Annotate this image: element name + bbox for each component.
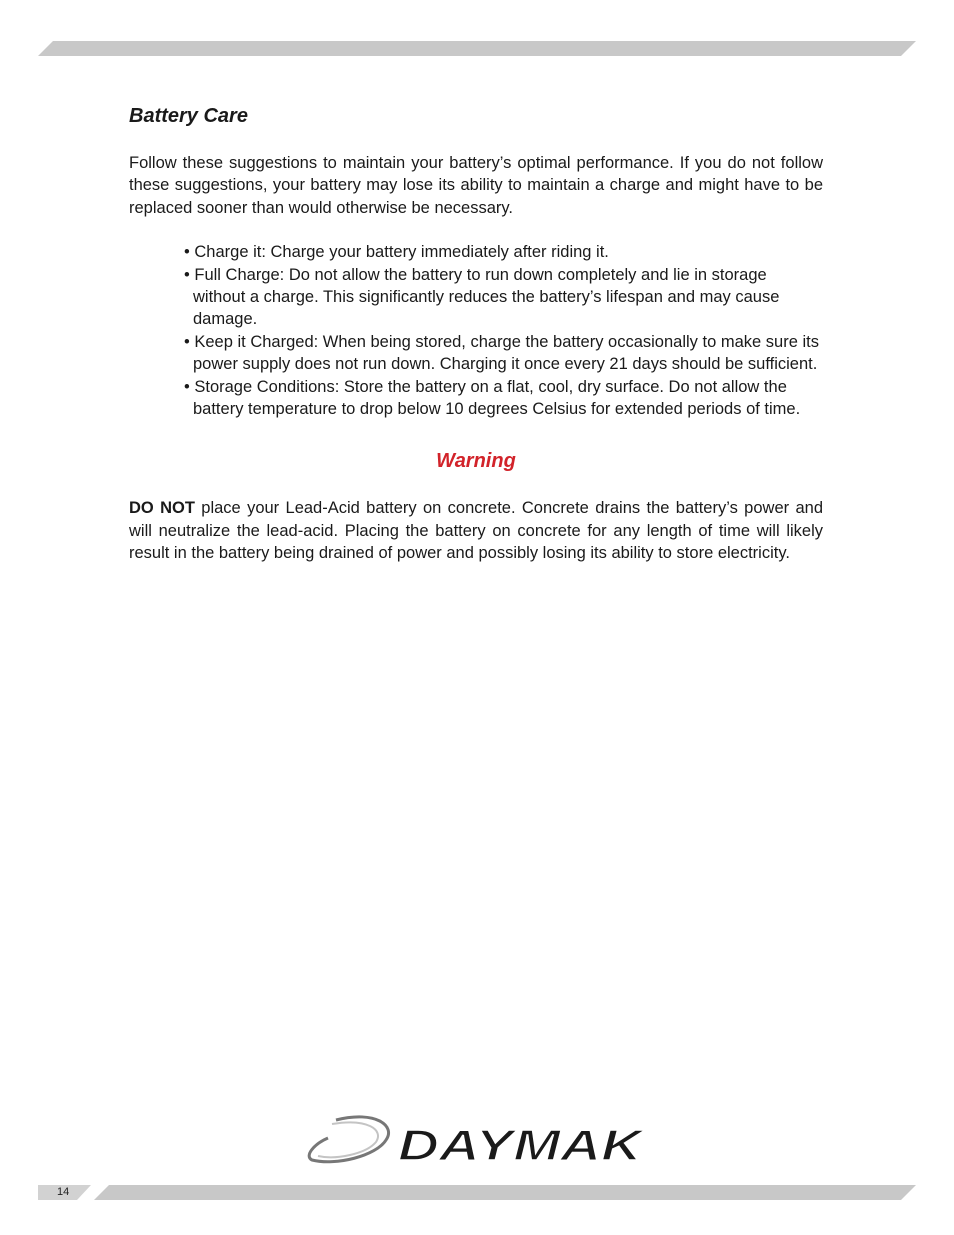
- warning-paragraph: [129, 497, 823, 564]
- page-content: [129, 100, 823, 565]
- header-decorative-bar: [38, 41, 916, 56]
- bullet-glyph: •: [184, 377, 190, 396]
- list-item: [184, 264, 823, 331]
- bullet-glyph: •: [184, 332, 190, 351]
- page-number: 14: [57, 1186, 70, 1198]
- list-item-text: Storage Conditions: Store the battery on a flat, cool, dry surface. Do not allow the battery temperature to drop below 10 degrees Celsius for extended periods of time.: [193, 377, 801, 419]
- list-item: [184, 331, 823, 376]
- warning-body: place your Lead-Acid battery on concrete. Concrete drains the battery’s power and will neutralize the lead-acid. Placing the battery on concrete for any length of time will likely result in the battery being drained of power and possibly losing its ability to store electricity.: [129, 499, 823, 563]
- intro-paragraph: Follow these suggestions to maintain your battery’s optimal performance. If you do not follow these suggestions, your battery may lose its ability to maintain a charge and might have to be replaced sooner than would otherwise be necessary.: [129, 154, 823, 217]
- daymak-swoosh-logo: [306, 1114, 646, 1166]
- list-item: [184, 376, 823, 421]
- bullet-glyph: •: [184, 265, 190, 284]
- warning-title: Warning: [436, 450, 516, 473]
- warning-lead: DO NOT: [129, 499, 195, 518]
- section-title: Battery Care: [129, 105, 248, 127]
- list-item: [184, 241, 823, 263]
- brand-wordmark: DAYMAK: [398, 1121, 646, 1166]
- footer-decorative-bar: [94, 1185, 916, 1200]
- list-item-text: Charge it: Charge your battery immediately after riding it.: [194, 243, 609, 262]
- battery-care-list: [129, 241, 823, 420]
- bullet-glyph: •: [184, 243, 190, 262]
- list-item-text: Keep it Charged: When being stored, charge the battery occasionally to make sure its power supply does not run down. Charging it once every 21 days should be sufficient.: [193, 332, 819, 374]
- list-item-text: Full Charge: Do not allow the battery to run down completely and lie in storage without a charge. This significantly reduces the battery’s lifespan and may cause damage.: [193, 265, 780, 329]
